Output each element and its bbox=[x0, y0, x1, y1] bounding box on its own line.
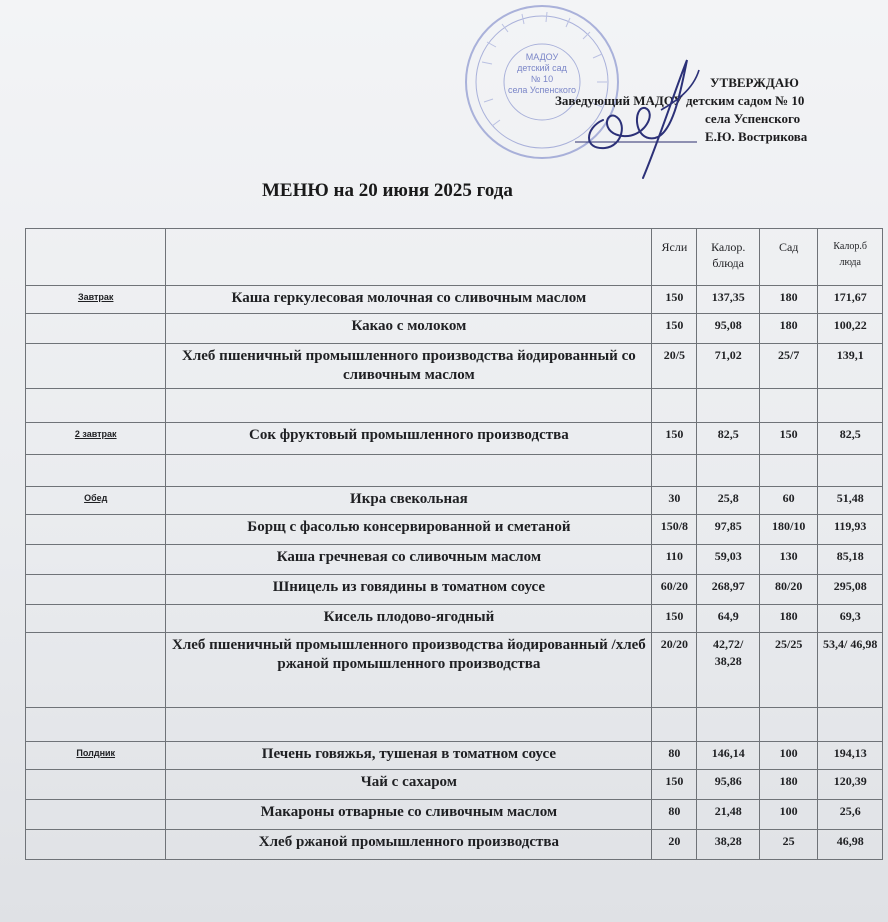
nursery-portion: 150 bbox=[652, 423, 697, 455]
kindergarten-portion: 100 bbox=[759, 742, 817, 770]
meal-category bbox=[26, 830, 166, 860]
kindergarten-portion: 180 bbox=[759, 314, 817, 344]
meal-category bbox=[26, 545, 166, 575]
meal-category: Обед bbox=[26, 487, 166, 515]
meal-category: Полдник bbox=[26, 742, 166, 770]
table-row bbox=[26, 455, 883, 487]
dish-name: Хлеб пшеничный промышленного производства йодированный со сливочным маслом bbox=[166, 344, 652, 389]
kindergarten-calories: 120,39 bbox=[818, 770, 883, 800]
nursery-calories: 97,85 bbox=[697, 515, 760, 545]
table-row bbox=[26, 545, 883, 575]
nursery-calories: 25,8 bbox=[697, 487, 760, 515]
nursery-calories: 59,03 bbox=[697, 545, 760, 575]
kindergarten-calories: 25,6 bbox=[818, 800, 883, 830]
nursery-calories: 21,48 bbox=[697, 800, 760, 830]
nursery-calories: 38,28 bbox=[697, 830, 760, 860]
meal-category bbox=[26, 455, 166, 487]
approval-heading: УТВЕРЖДАЮ bbox=[710, 75, 799, 90]
nursery-portion: 20/20 bbox=[652, 633, 697, 708]
nursery-portion: 150 bbox=[652, 770, 697, 800]
nursery-portion: 80 bbox=[652, 742, 697, 770]
nursery-calories: 95,08 bbox=[697, 314, 760, 344]
nursery-calories: 82,5 bbox=[697, 423, 760, 455]
table-row bbox=[26, 800, 883, 830]
kindergarten-portion: 180 bbox=[759, 770, 817, 800]
table-row bbox=[26, 575, 883, 605]
nursery-portion: 80 bbox=[652, 800, 697, 830]
dish-name: Макароны отварные со сливочным маслом bbox=[166, 800, 652, 830]
header-row bbox=[26, 229, 883, 286]
kindergarten-portion bbox=[759, 708, 817, 742]
nursery-calories: 137,35 bbox=[697, 286, 760, 314]
kindergarten-calories: 295,08 bbox=[818, 575, 883, 605]
meal-category: 2 завтрак bbox=[26, 423, 166, 455]
dish-name: Шницель из говядины в томатном соусе bbox=[166, 575, 652, 605]
stamp-line-3: села Успенского bbox=[507, 85, 577, 95]
header-category bbox=[26, 229, 166, 286]
nursery-calories: 64,9 bbox=[697, 605, 760, 633]
kindergarten-portion: 130 bbox=[759, 545, 817, 575]
meal-category bbox=[26, 633, 166, 708]
table-row bbox=[26, 286, 883, 314]
dish-name: Борщ с фасолью консервированной и сметаной bbox=[166, 515, 652, 545]
kindergarten-calories bbox=[818, 708, 883, 742]
meal-category bbox=[26, 344, 166, 389]
kindergarten-calories: 82,5 bbox=[818, 423, 883, 455]
meal-category bbox=[26, 389, 166, 423]
dish-name: Чай с сахаром bbox=[166, 770, 652, 800]
kindergarten-calories: 171,67 bbox=[818, 286, 883, 314]
handwritten-signature bbox=[575, 50, 725, 190]
table-row bbox=[26, 515, 883, 545]
kindergarten-calories: 139,1 bbox=[818, 344, 883, 389]
kindergarten-portion: 80/20 bbox=[759, 575, 817, 605]
header-kindergarten-calories: Калор.б люда bbox=[818, 229, 883, 286]
approval-position: Заведующий МАДОУ детским садом № 10 bbox=[555, 93, 805, 108]
dish-name bbox=[166, 708, 652, 742]
kindergarten-portion: 180 bbox=[759, 286, 817, 314]
dish-name: Хлеб пшеничный промышленного производства йодированный /хлеб ржаной промышленного производства bbox=[166, 633, 652, 708]
nursery-portion: 20/5 bbox=[652, 344, 697, 389]
menu-table bbox=[25, 228, 883, 860]
kindergarten-portion: 150 bbox=[759, 423, 817, 455]
header-dish bbox=[166, 229, 652, 286]
nursery-portion bbox=[652, 455, 697, 487]
header-nursery-calories: Калор. блюда bbox=[697, 229, 760, 286]
meal-category bbox=[26, 314, 166, 344]
nursery-portion: 150 bbox=[652, 314, 697, 344]
kindergarten-calories: 100,22 bbox=[818, 314, 883, 344]
kindergarten-portion bbox=[759, 389, 817, 423]
table-row bbox=[26, 708, 883, 742]
table-row bbox=[26, 633, 883, 708]
nursery-calories bbox=[697, 708, 760, 742]
kindergarten-portion bbox=[759, 455, 817, 487]
meal-category bbox=[26, 515, 166, 545]
nursery-calories bbox=[697, 389, 760, 423]
meal-category bbox=[26, 770, 166, 800]
meal-category bbox=[26, 605, 166, 633]
approval-signer: Е.Ю. Вострикова bbox=[705, 129, 808, 144]
nursery-portion: 60/20 bbox=[652, 575, 697, 605]
meal-category bbox=[26, 708, 166, 742]
nursery-portion: 110 bbox=[652, 545, 697, 575]
table-row bbox=[26, 423, 883, 455]
dish-name bbox=[166, 455, 652, 487]
meal-category: Завтрак bbox=[26, 286, 166, 314]
kindergarten-calories: 53,4/ 46,98 bbox=[818, 633, 883, 708]
nursery-portion bbox=[652, 389, 697, 423]
table-row bbox=[26, 487, 883, 515]
nursery-calories: 42,72/ 38,28 bbox=[697, 633, 760, 708]
table-row bbox=[26, 742, 883, 770]
table-row bbox=[26, 605, 883, 633]
nursery-portion: 150 bbox=[652, 286, 697, 314]
dish-name: Хлеб ржаной промышленного производства bbox=[166, 830, 652, 860]
dish-name bbox=[166, 389, 652, 423]
kindergarten-portion: 100 bbox=[759, 800, 817, 830]
kindergarten-portion: 180 bbox=[759, 605, 817, 633]
kindergarten-calories: 85,18 bbox=[818, 545, 883, 575]
kindergarten-portion: 25 bbox=[759, 830, 817, 860]
stamp-line-1: детский сад bbox=[517, 63, 567, 73]
nursery-calories: 71,02 bbox=[697, 344, 760, 389]
header-nursery: Ясли bbox=[652, 229, 697, 286]
kindergarten-calories: 119,93 bbox=[818, 515, 883, 545]
kindergarten-calories bbox=[818, 389, 883, 423]
kindergarten-calories: 46,98 bbox=[818, 830, 883, 860]
kindergarten-portion: 25/25 bbox=[759, 633, 817, 708]
nursery-calories bbox=[697, 455, 760, 487]
nursery-portion: 20 bbox=[652, 830, 697, 860]
stamp-line-2: № 10 bbox=[530, 74, 554, 84]
kindergarten-calories: 51,48 bbox=[818, 487, 883, 515]
nursery-portion: 150 bbox=[652, 605, 697, 633]
nursery-portion: 30 bbox=[652, 487, 697, 515]
table-row bbox=[26, 344, 883, 389]
approval-place: села Успенского bbox=[705, 111, 801, 126]
stamp-org: МАДОУ bbox=[525, 52, 559, 62]
dish-name: Сок фруктовый промышленного производства bbox=[166, 423, 652, 455]
table-row bbox=[26, 830, 883, 860]
nursery-calories: 146,14 bbox=[697, 742, 760, 770]
dish-name: Каша геркулесовая молочная со сливочным маслом bbox=[166, 286, 652, 314]
dish-name: Икра свекольная bbox=[166, 487, 652, 515]
kindergarten-portion: 180/10 bbox=[759, 515, 817, 545]
header-kindergarten: Сад bbox=[759, 229, 817, 286]
nursery-portion bbox=[652, 708, 697, 742]
dish-name: Печень говяжья, тушеная в томатном соусе bbox=[166, 742, 652, 770]
dish-name: Какао с молоком bbox=[166, 314, 652, 344]
meal-category bbox=[26, 575, 166, 605]
table-row bbox=[26, 389, 883, 423]
table-row bbox=[26, 770, 883, 800]
kindergarten-calories: 69,3 bbox=[818, 605, 883, 633]
nursery-calories: 95,86 bbox=[697, 770, 760, 800]
dish-name: Кисель плодово-ягодный bbox=[166, 605, 652, 633]
meal-category bbox=[26, 800, 166, 830]
page-title: МЕНЮ на 20 июня 2025 года bbox=[262, 180, 513, 201]
dish-name: Каша гречневая со сливочным маслом bbox=[166, 545, 652, 575]
kindergarten-calories: 194,13 bbox=[818, 742, 883, 770]
nursery-portion: 150/8 bbox=[652, 515, 697, 545]
kindergarten-calories bbox=[818, 455, 883, 487]
nursery-calories: 268,97 bbox=[697, 575, 760, 605]
table-row bbox=[26, 314, 883, 344]
kindergarten-portion: 60 bbox=[759, 487, 817, 515]
kindergarten-portion: 25/7 bbox=[759, 344, 817, 389]
